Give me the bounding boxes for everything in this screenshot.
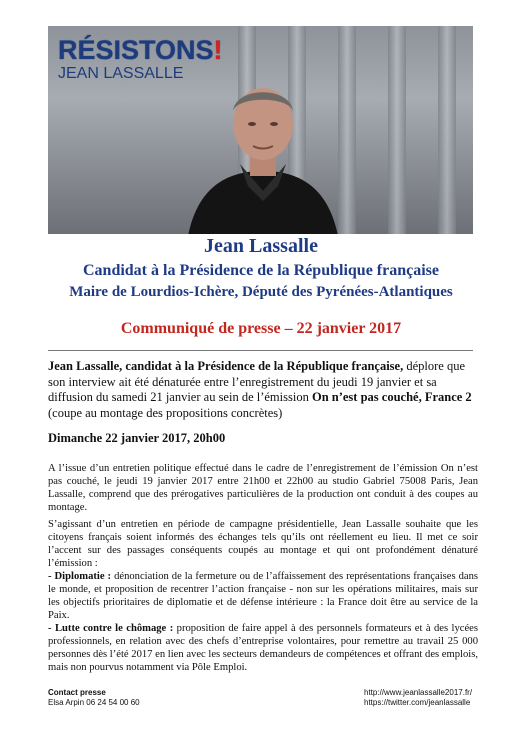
building-column: [388, 26, 406, 234]
candidate-name: Jean Lassalle: [204, 235, 318, 257]
candidate-subtitle: Maire de Lourdios-Ichère, Député des Pyrénées-Atlantiques: [69, 284, 453, 300]
logo-resistons: RÉSISTONS: [58, 35, 214, 65]
lead-text-2: (coupe au montage des propositions concrètes): [48, 405, 283, 420]
logo-jean-lassalle: JEAN LASSALLE: [58, 65, 184, 82]
divider: [48, 350, 473, 351]
item-diplomatie: [48, 570, 478, 622]
twitter-link[interactable]: https://twitter.com/jeanlassalle: [364, 698, 471, 707]
contact-value: Elsa Arpin 06 24 54 00 60: [48, 698, 140, 707]
item-chomage-text: proposition de faire appel à des personnels formateurs et à des lycées professionnels, en relation avec des chefs d’entreprise volontaires, pour remettre au travail 25 000 personnes dès l’été 2017 en lien avec les secteurs demandeurs de compétences et offrant des emplois, mais non pourvus notamment via Pôle Emploi.: [48, 623, 478, 673]
header-photo-banner: [48, 26, 473, 234]
item-chomage: [48, 622, 478, 674]
footer-contact: [48, 688, 140, 708]
campaign-logo: [58, 36, 223, 83]
lead-text-1: déplore que son interview ait été dénaturée entre l’enregistrement du jeudi 19 janvier et sa diffusion du samedi 21 janvier au sein de l’émission: [48, 359, 465, 404]
logo-exclamation: !: [213, 35, 223, 65]
item-diplomatie-text: dénonciation de la fermeture ou de l’affaissement des représentations françaises dans le monde, et proposition de recentrer l’action française - non sur les opérations militaires, mais sur les objectifs prioritaires de diplomatie et de défense intérieure : la France doit être au service de la Paix.: [48, 571, 478, 621]
press-release-heading: Communiqué de presse – 22 janvier 2017: [120, 320, 402, 337]
paragraph-2: [48, 518, 478, 674]
candidate-portrait: [178, 66, 348, 234]
paragraph-1: A l’issue d’un entretien politique effectué dans le cadre de l’enregistrement de l’émission On n’est pas couché, le jeudi 19 janvier 2017 entre 21h00 et 22h00 au studio Gabriel 75008 Paris, Jean Lassalle, comprend que des prérogatives particulières de la production ont conduit à des coupes au montage.: [48, 463, 478, 513]
lead-bold-intro: Jean Lassalle, candidat à la Présidence de la République française,: [48, 359, 404, 373]
candidate-title: Candidat à la Présidence de la République française: [82, 262, 439, 279]
website-link[interactable]: http://www.jeanlassalle2017.fr/: [364, 688, 473, 697]
building-column: [438, 26, 456, 234]
lead-bold-show: On n’est pas couché, France 2: [311, 390, 472, 404]
item-diplomatie-label: - Diplomatie :: [48, 571, 112, 582]
footer-links: [364, 688, 472, 708]
contact-label: Contact presse: [48, 688, 106, 697]
lead-paragraph: [48, 359, 478, 421]
paragraph-2-intro: S’agissant d’un entretien en période de campagne présidentielle, Jean Lassalle souhaite que les citoyens français soient informés des échanges tels qu’ils ont réellement eu lieu. Il met ce soir l’accent sur des passages conséquents coupés au montage et qui ont profondément dénaturé l’émission :: [48, 519, 478, 569]
item-chomage-label: - Lutte contre le chômage :: [48, 623, 174, 634]
date-line: Dimanche 22 janvier 2017, 20h00: [48, 431, 226, 445]
